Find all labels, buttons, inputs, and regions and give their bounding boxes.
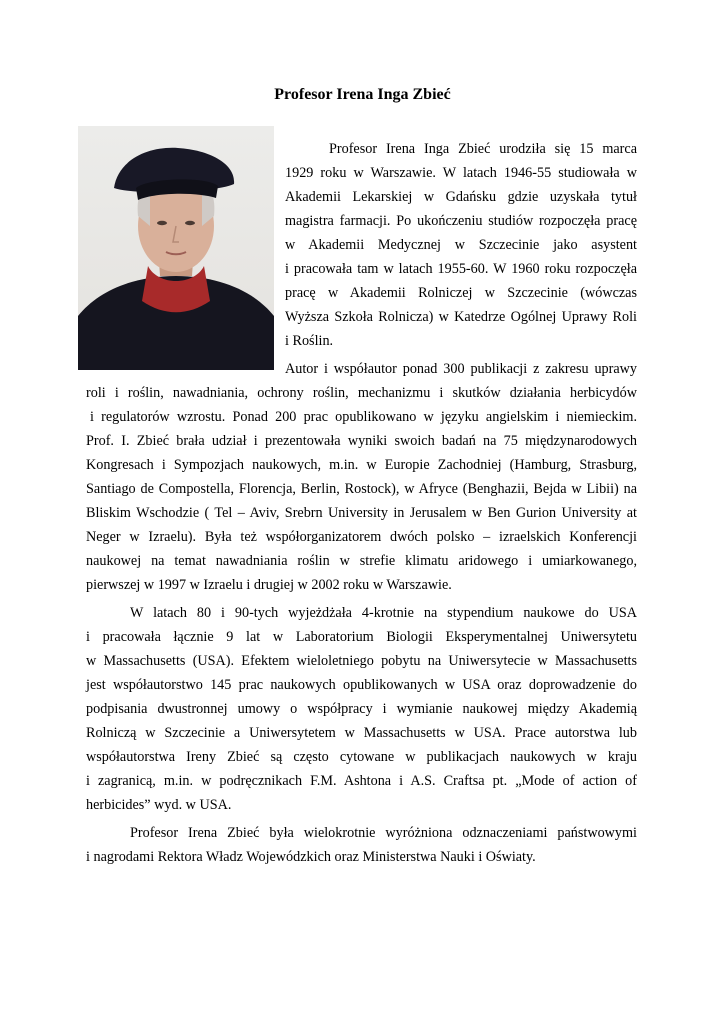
paragraph-line: Rolniczą w Szczecinie a Uniwersytetem w Massachusetts w USA. Prace autorstwa lub	[86, 725, 637, 741]
paragraph-line: naukowej na temat nawadniania roślin w strefie klimatu aridowego i umiarkowanego,	[86, 553, 637, 569]
paragraph-line: jest współautorstwo 145 prac naukowych opublikowanych w USA oraz doprowadzenie do	[86, 677, 637, 693]
portrait-photo	[78, 126, 274, 370]
paragraph-line: w Massachusetts (USA). Efektem wieloletniego pobytu na Uniwersytecie w Massachusetts	[86, 653, 637, 669]
page-title: Profesor Irena Inga Zbieć	[274, 86, 451, 103]
paragraph-line: i regulatorów wzrostu. Ponad 200 prac opublikowano w języku angielskim i niemieckim.	[90, 409, 637, 425]
paragraph-line: Santiago de Compostella, Florencja, Berlin, Rostock), w Afryce (Benghazii, Bejda w Libii) na	[86, 481, 637, 497]
paragraph-line: magistra farmacji. Po ukończeniu studiów rozpoczęła pracę	[285, 213, 637, 229]
paragraph-line: Kongresach i Sympozjach naukowych, m.in. w Europie Zachodniej (Hamburg, Strasburg,	[86, 457, 637, 473]
paragraph-line: Profesor Irena Inga Zbieć urodziła się 15 marca	[329, 141, 637, 157]
paragraph-line: herbicides” wyd. w USA.	[86, 797, 232, 813]
paragraph-line: Profesor Irena Zbieć była wielokrotnie wyróżniona odznaczeniami państwowymi	[130, 825, 637, 841]
paragraph-line: pierwszej w 1997 w Izraelu i drugiej w 2002 roku w Warszawie.	[86, 577, 452, 593]
paragraph-line: Autor i współautor ponad 300 publikacji z zakresu uprawy	[285, 361, 637, 377]
paragraph-line: i pracowała łącznie 9 lat w Laboratorium Biologii Eksperymentalnej Uniwersytetu	[86, 629, 637, 645]
paragraph-line: Neger w Izraelu). Była też współorganizatorem dwóch polsko – izraelskich Konferencji	[86, 529, 637, 545]
paragraph-line: i zagranicą, m.in. w podręcznikach F.M. Ashtona i A.S. Craftsa pt. „Mode of action of	[86, 773, 637, 789]
paragraph-line: Akademii Lekarskiej w Gdańsku gdzie uzyskała tytuł	[285, 189, 637, 205]
paragraph-line: współautorstwa Ireny Zbieć są często cytowane w publikacjach naukowych w kraju	[86, 749, 637, 765]
paragraph-line: i pracowała tam w latach 1955-60. W 1960 roku rozpoczęła	[285, 261, 637, 277]
paragraph-line: W latach 80 i 90-tych wyjeżdżała 4-krotnie na stypendium naukowe do USA	[130, 605, 637, 621]
paragraph-line: Prof. I. Zbieć brała udział i prezentowała wyniki swoich badań na 75 międzynarodowych	[86, 433, 637, 449]
paragraph-line: 1929 roku w Warszawie. W latach 1946-55 studiowała w	[285, 165, 637, 181]
paragraph-line: i Roślin.	[285, 333, 334, 349]
paragraph-line: Wyższa Szkoła Rolnicza) w Katedrze Ogólnej Uprawy Roli	[285, 309, 637, 325]
paragraph-line: Bliskim Wschodzie ( Tel – Aviv, Srebrn University in Jerusalem w Ben Gurion University at	[86, 505, 637, 521]
paragraph-line: podpisania dwustronnej umowy o współpracy i wymianie naukowej między Akademią	[86, 701, 637, 717]
paragraph-line: i nagrodami Rektora Władz Wojewódzkich oraz Ministerstwa Nauki i Oświaty.	[86, 849, 536, 865]
paragraph-line: roli i roślin, nawadniania, ochrony roślin, mechanizmu i skutków działania herbicydów	[86, 385, 637, 401]
paragraph-line: pracę w Akademii Rolniczej w Szczecinie (wówczas	[285, 285, 637, 301]
paragraph-line: w Akademii Medycznej w Szczecinie jako asystent	[285, 237, 637, 253]
